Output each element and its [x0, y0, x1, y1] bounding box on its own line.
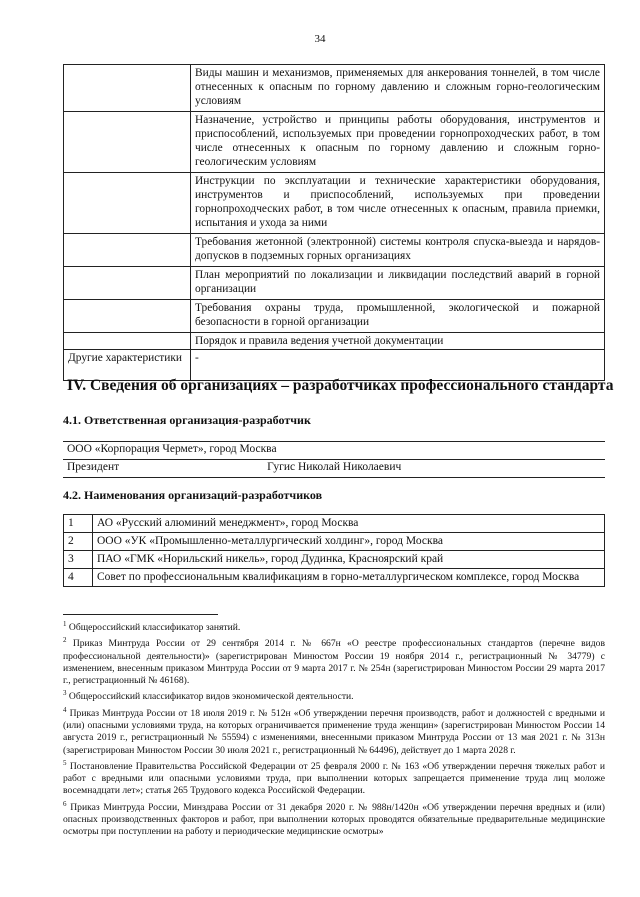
table-row: [64, 569, 605, 587]
table-cell-text: Назначение, устройство и принципы работы оборудования, инструментов и приспособлений, используемых при проведении горнопроходческих работ, в том числе отнесенных к опасным по горному давлению и сложным горно-геологическим условиям: [191, 112, 605, 173]
signatory-person: Гугис Николай Николаевич: [267, 461, 402, 473]
footnote: [63, 634, 605, 687]
table-row: [63, 442, 605, 460]
footnote-text: Постановление Правительства Российской Федерации от 25 февраля 2000 г. № 163 «Об утверждении перечня тяжелых работ и работ с вредными или опасными условиями труда, при выполнении которых запрещается применение труда лиц моложе восемнадцати лет»; статья 265 Трудового кодекса Российской Федерации.: [63, 760, 605, 797]
table-cell-text: -: [191, 350, 605, 381]
section-title: IV. Сведения об организациях – разработчиках профессионального стандарта: [67, 377, 614, 394]
developer-orgs-table: [63, 514, 605, 587]
footnote-marker: 3: [63, 689, 67, 698]
table-row: [64, 65, 605, 112]
signatory-cell: [63, 460, 605, 478]
subsection-title-responsible-org: 4.1. Ответственная организация-разработчик: [63, 413, 311, 427]
footnote-marker: 6: [63, 799, 67, 808]
org-name: АО «Русский алюминий менеджмент», город Москва: [93, 515, 605, 533]
table-row: [64, 551, 605, 569]
table-cell-text: Требования охраны труда, промышленной, экологической и пожарной безопасности в горной организации: [191, 300, 605, 333]
signatory-position: Президент: [67, 461, 120, 473]
table-row: [64, 267, 605, 300]
table-cell-label: [64, 65, 191, 112]
subsection-title-developer-orgs: 4.2. Наименования организаций-разработчиков: [63, 488, 323, 502]
footnote-text: Общероссийский классификатор видов экономической деятельности.: [68, 691, 354, 703]
footnote-text: Общероссийский классификатор занятий.: [68, 622, 241, 634]
footnote-text: Приказ Минтруда России, Минздрава России от 31 декабря 2020 г. № 988н/1420н «Об утверждении перечня вредных и (или) опасных производственных факторов и работ, при выполнении которых проводятся обязательные предварительные медицинские осмотры при поступлении на работу и периодические медицинские осмотры»: [63, 801, 605, 838]
table-cell-text: Инструкции по эксплуатации и технические характеристики оборудования, инструментов и приспособлений, используемых при проведении горнопроходческих работ, в том числе отнесенных к опасным, правила приемки, испытания и ухода за ними: [191, 173, 605, 234]
footnote-separator: [63, 614, 218, 615]
table-cell-text: Виды машин и механизмов, применяемых для анкерования тоннелей, в том числе отнесенных к опасным по горному давлению и сложным горно-геологическим условиям: [191, 65, 605, 112]
org-name: ООО «Корпорация Чермет», город Москва: [63, 442, 605, 460]
knowledge-table: [63, 64, 605, 381]
org-name: Совет по профессиональным квалификациям в горно-металлургическом комплексе, город Москва: [93, 569, 605, 587]
org-number: 4: [64, 569, 93, 587]
table-row: [64, 350, 605, 381]
table-row: [63, 460, 605, 478]
table-cell-text: План мероприятий по локализации и ликвидации последствий аварий в горной организации: [191, 267, 605, 300]
org-number: 2: [64, 533, 93, 551]
table-cell-text: Требования жетонной (электронной) системы контроля спуска-выезда и нарядов-допусков в подземных горных организациях: [191, 234, 605, 267]
table-row: [64, 234, 605, 267]
org-number: 3: [64, 551, 93, 569]
table-row: [64, 173, 605, 234]
org-name: ПАО «ГМК «Норильский никель», город Дудинка, Красноярский край: [93, 551, 605, 569]
table-cell-label: [64, 333, 191, 350]
footnote-marker: 2: [63, 636, 67, 645]
table-cell-label: [64, 173, 191, 234]
footnote: [63, 704, 605, 757]
footnote-marker: 4: [63, 705, 67, 714]
org-number: 1: [64, 515, 93, 533]
table-cell-label: [64, 234, 191, 267]
table-cell-label: Другие характеристики: [64, 350, 191, 381]
org-name: ООО «УК «Промышленно-металлургический холдинг», город Москва: [93, 533, 605, 551]
table-row: [64, 515, 605, 533]
footnote-text: Приказ Минтруда России от 29 сентября 2014 г. № 667н «О реестре профессиональных стандартов (перечне видов профессиональной деятельности)» (зарегистрирован Минюстом России 19 ноября 2014 г., регистрационный № 34779) с изменением, внесенным приказом Минтруда России от 9 марта 2017 г. № 254н (зарегистрирован Минюстом России 29 марта 2017 г., регистрационный № 46168).: [63, 638, 605, 687]
footnote-text: Приказ Минтруда России от 18 июля 2019 г. № 512н «Об утверждении перечня производств, работ и должностей с вредными и (или) опасными условиями труда, на которых ограничивается применение труда женщин» (зарегистрирован Минюстом России 14 августа 2019 г., регистрационный № 55594) с изменениями, внесенными приказом Минтруда России от 13 мая 2021 г. № 313н (зарегистрирован Минюстом России 30 июля 2021 г., регистрационный № 64496), действует до 1 марта 2028 г.: [63, 707, 605, 756]
table-cell-label: [64, 112, 191, 173]
footnote: [63, 757, 605, 798]
footnote-marker: 5: [63, 758, 67, 767]
footnotes: [63, 618, 605, 838]
table-row: [64, 333, 605, 350]
footnote: [63, 618, 605, 634]
footnote: [63, 798, 605, 839]
footnote: [63, 687, 605, 703]
table-row: [64, 533, 605, 551]
footnote-marker: 1: [63, 620, 67, 628]
table-row: [64, 300, 605, 333]
responsible-org-table: [63, 441, 605, 478]
table-cell-label: [64, 300, 191, 333]
table-row: [64, 112, 605, 173]
page-number: 34: [314, 33, 326, 45]
table-cell-text: Порядок и правила ведения учетной документации: [191, 333, 605, 350]
table-cell-label: [64, 267, 191, 300]
